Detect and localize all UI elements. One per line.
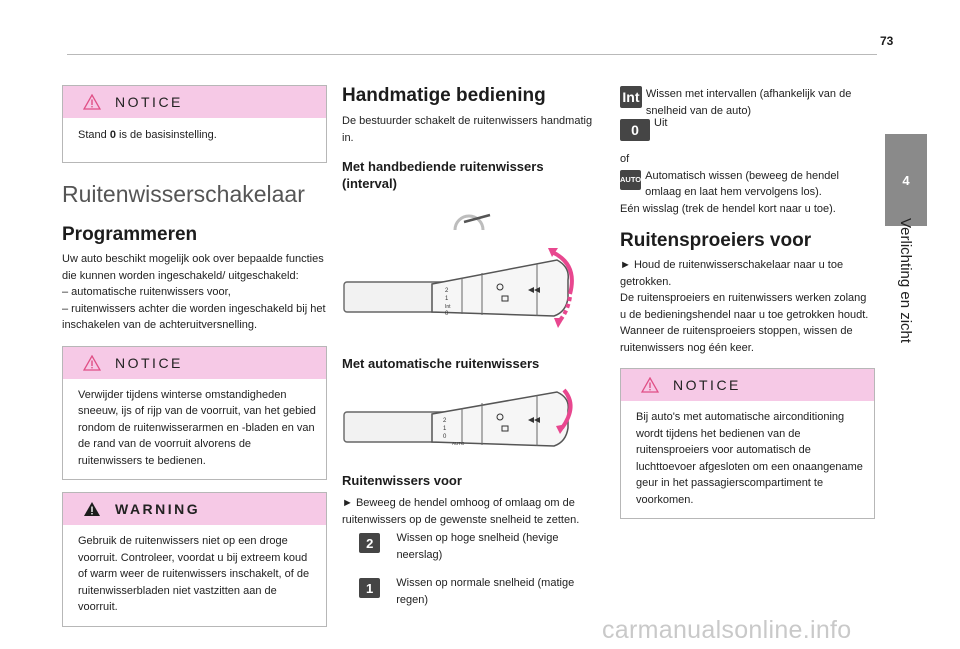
speed-item: [342, 530, 602, 563]
notice-box: [62, 85, 327, 163]
notice-header: [63, 86, 326, 118]
warning-triangle-icon: [641, 377, 659, 393]
front-wipers-intro: ► Beweeg de hendel omhoog of omlaag om de ruitenwissers op de gewenste snelheid te zetten.: [342, 497, 580, 526]
notice-box: [620, 368, 875, 519]
notice-text-suffix: is de basisinstelling.: [115, 129, 217, 141]
wiper-interval-icon: [342, 200, 602, 240]
front-wipers-heading: Ruitenwissers voor: [342, 473, 462, 488]
warning-body: Gebruik de ruitenwissers niet op een droge voorruit. Controleer, voordat u bij extreem koud of warm weer de ruitenwissers inschakelt, of de ruitenwisserbladen niet vastzitten aan de voorruit.: [78, 535, 310, 613]
lever-label-1: 1: [443, 426, 447, 432]
lever-label-1: 1: [445, 296, 449, 302]
key-0-icon: 0: [620, 119, 650, 141]
notice-header: [621, 369, 874, 401]
notice-text: Stand: [78, 129, 110, 141]
sprayers-text: ► Houd de ruitenwisserschakelaar naar u toe getrokken. De ruitensproeiers en ruitenwissers werken zolang u de bedieningshendel naar u toe getrokken houdt. Wanneer de ruitensproeiers stoppen, wissen de ruitenwissers nog één keer.: [620, 259, 869, 354]
notice-label: NOTICE: [115, 94, 183, 110]
lever-label-2: 2: [443, 418, 447, 424]
warning-triangle-icon: [83, 355, 101, 371]
key-2-icon: 2: [359, 533, 380, 553]
wiper-stalk-image: [342, 242, 602, 337]
column-2: [342, 80, 602, 608]
top-rule: [67, 54, 877, 55]
manual-subheading: Met handbediende ruitenwissers (interval): [342, 159, 544, 191]
speed-item-text: Wissen op normale snelheid (matige regen): [396, 577, 575, 606]
notice-body: Bij auto's met automatische airconditioning wordt tijdens het bedienen van de ruitensproeiers voor automatisch de luchttoevoer afgesloten om een onaangename geur in het passagierscompartiment te voorkomen.: [636, 411, 863, 506]
programming-item: – automatische ruitenwissers voor,: [62, 286, 231, 298]
programming-heading: Programmeren: [62, 224, 198, 245]
chapter-tab[interactable]: 4: [885, 134, 927, 226]
lever-label-0: 0: [445, 311, 449, 317]
key-1-icon: 1: [359, 578, 380, 598]
or-text: of: [620, 153, 630, 165]
lever-label-0: 0: [443, 434, 447, 440]
section-title: Ruitenwisserschakelaar: [62, 181, 305, 207]
single-wipe-text: Eén wisslag (trek de hendel kort naar u toe).: [620, 202, 836, 215]
lever-label-auto: AUTO: [452, 441, 465, 446]
page-number: 73: [880, 34, 894, 48]
notice-header: [63, 347, 326, 379]
notice-body: [63, 118, 326, 154]
programming-item: – ruitenwissers achter die worden ingeschakeld bij het inschakelen van de achteruitversnelling.: [62, 302, 326, 331]
column-3: [620, 80, 875, 519]
lever-label-2: 2: [445, 288, 449, 294]
notice-label: NOTICE: [673, 377, 741, 393]
manual-intro: De bestuurder schakelt de ruitenwissers handmatig in.: [342, 115, 593, 144]
warning-box: [62, 492, 327, 627]
notice-label: NOTICE: [115, 354, 183, 371]
mode-item: [620, 168, 875, 201]
notice-bold-value: 0: [109, 129, 116, 141]
warning-label: WARNING: [115, 501, 201, 517]
mode-item-text: Uit: [654, 117, 668, 129]
warning-triangle-icon: [83, 94, 101, 110]
wiper-stalk-auto-image: [342, 386, 602, 458]
key-auto-icon: AUTO: [620, 170, 641, 190]
auto-subheading: Met automatische ruitenwissers: [342, 356, 540, 371]
warning-triangle-icon: [83, 501, 101, 517]
speed-item: [342, 575, 602, 608]
column-1: [62, 80, 327, 627]
speed-item-text: Wissen op hoge snelheid (hevige neerslag): [396, 532, 559, 561]
notice-box: [62, 346, 327, 481]
programming-intro: Uw auto beschikt mogelijk ook over bepaalde functies die kunnen worden ingeschakeld/ uitgeschakeld:: [62, 253, 324, 282]
warning-header: [63, 493, 326, 525]
manual-heading: Handmatige bediening: [342, 85, 546, 106]
lever-label-int: Int: [445, 304, 451, 310]
key-int-icon: Int: [620, 86, 642, 108]
mode-item-text: Wissen met intervallen (afhankelijk van de snelheid van de auto): [645, 88, 852, 117]
sprayers-heading: Ruitensproeiers voor: [620, 230, 812, 251]
notice-body: Verwijder tijdens winterse omstandigheden sneeuw, ijs of rijp van de voorruit, van het gebied rondom de ruitenwisserarmen en -bladen en van de rand van de voorruit alvorens de ruitenwissers te bedienen.: [78, 388, 316, 467]
mode-item-text: Automatisch wissen (beweeg de hendel omlaag en laat hem vervolgens los).: [645, 169, 839, 198]
chapter-title: Verlichting en zicht: [897, 218, 914, 344]
watermark: carmanualsonline.info: [602, 616, 852, 644]
